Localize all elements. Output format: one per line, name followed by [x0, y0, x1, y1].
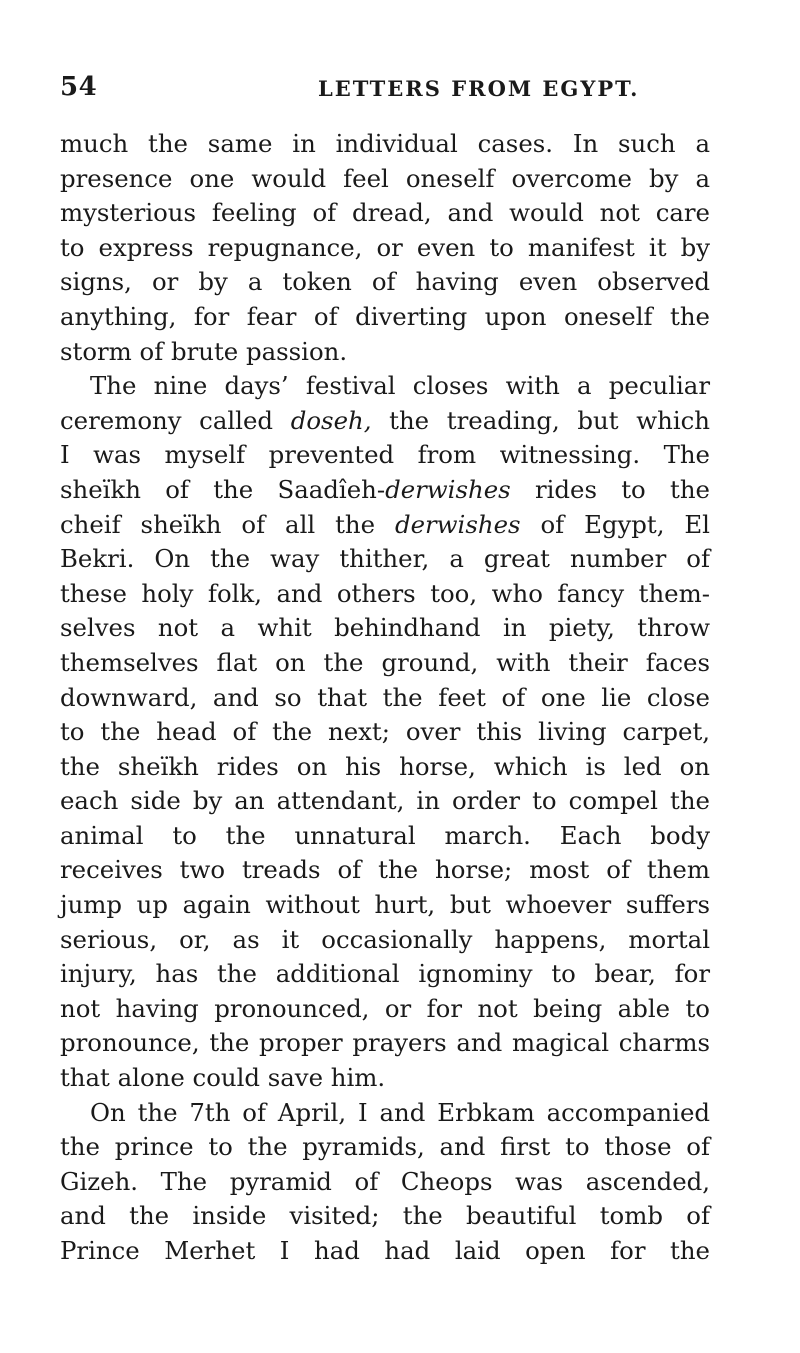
paragraph-start-line: The nine days’ festival closes with a peculiar	[90, 371, 710, 401]
text-line: selves not a whit behindhand in piety, throw	[60, 613, 710, 643]
text-line: animal to the unnatural march. Each body	[60, 820, 710, 850]
text-line: to the head of the next; over this living carpet,	[60, 717, 710, 747]
text-line: I was myself prevented from witnessing. The	[60, 440, 710, 470]
text-line: injury, has the additional ignominy to bear, for	[60, 959, 710, 989]
text-segment: sheïkh of the Saadîeh-	[60, 474, 386, 504]
body-text	[60, 127, 710, 1269]
text-segment: cheif sheïkh of all the	[60, 509, 376, 539]
text-line: that alone could save him.	[60, 1063, 386, 1093]
text-line: presence one would feel oneself overcome by a	[60, 163, 710, 193]
text-line: each side by an attendant, in order to compel the	[60, 786, 710, 816]
italic-term: doseh,	[290, 405, 372, 435]
page-number: 54	[60, 72, 98, 102]
text-line: serious, or, as it occasionally happens, mortal	[60, 924, 710, 954]
text-segment: ceremony called	[60, 405, 274, 435]
text-line: the sheïkh rides on his horse, which is led on	[60, 751, 710, 781]
text-line: downward, and so that the feet of one lie close	[60, 682, 710, 712]
text-line: the prince to the pyramids, and first to those of	[60, 1132, 710, 1162]
text-line: these holy folk, and others too, who fancy them-	[60, 578, 710, 608]
text-line: Bekri. On the way thither, a great number of	[60, 544, 710, 574]
running-head: LETTERS FROM EGYPT.	[318, 76, 640, 101]
text-line: jump up again without hurt, but whoever suffers	[60, 890, 710, 920]
text-line: pronounce, the proper prayers and magical charms	[60, 1028, 710, 1058]
text-line: and the inside visited; the beautiful tomb of	[60, 1201, 710, 1231]
text-line	[60, 508, 710, 543]
text-segment: the treading, but which	[389, 405, 711, 435]
italic-term: derwishes	[385, 474, 511, 504]
text-line: receives two treads of the horse; most of them	[60, 855, 710, 885]
text-line: mysterious feeling of dread, and would not care	[60, 198, 710, 228]
text-line: storm of brute passion.	[60, 336, 348, 366]
italic-term: derwishes	[394, 509, 521, 539]
text-line: signs, or by a token of having even observed	[60, 267, 710, 297]
text-line: Prince Merhet I had had laid open for the	[60, 1236, 710, 1265]
text-line: anything, for fear of diverting upon oneself the	[60, 301, 710, 331]
text-line	[60, 473, 710, 508]
text-segment: rides to the	[534, 474, 710, 504]
text-line: themselves flat on the ground, with their faces	[60, 647, 710, 677]
text-line: Gizeh. The pyramid of Cheops was ascended,	[60, 1166, 710, 1196]
text-line: much the same in individual cases. In such a	[60, 129, 710, 158]
text-line: not having pronounced, or for not being able to	[60, 993, 710, 1023]
text-segment: of Egypt, El	[540, 509, 710, 539]
text-line: to express repugnance, or even to manifest it by	[60, 232, 710, 262]
paragraph-start-line: On the 7th of April, I and Erbkam accompanied	[90, 1097, 710, 1127]
page-header	[60, 72, 710, 112]
text-line	[60, 404, 710, 439]
